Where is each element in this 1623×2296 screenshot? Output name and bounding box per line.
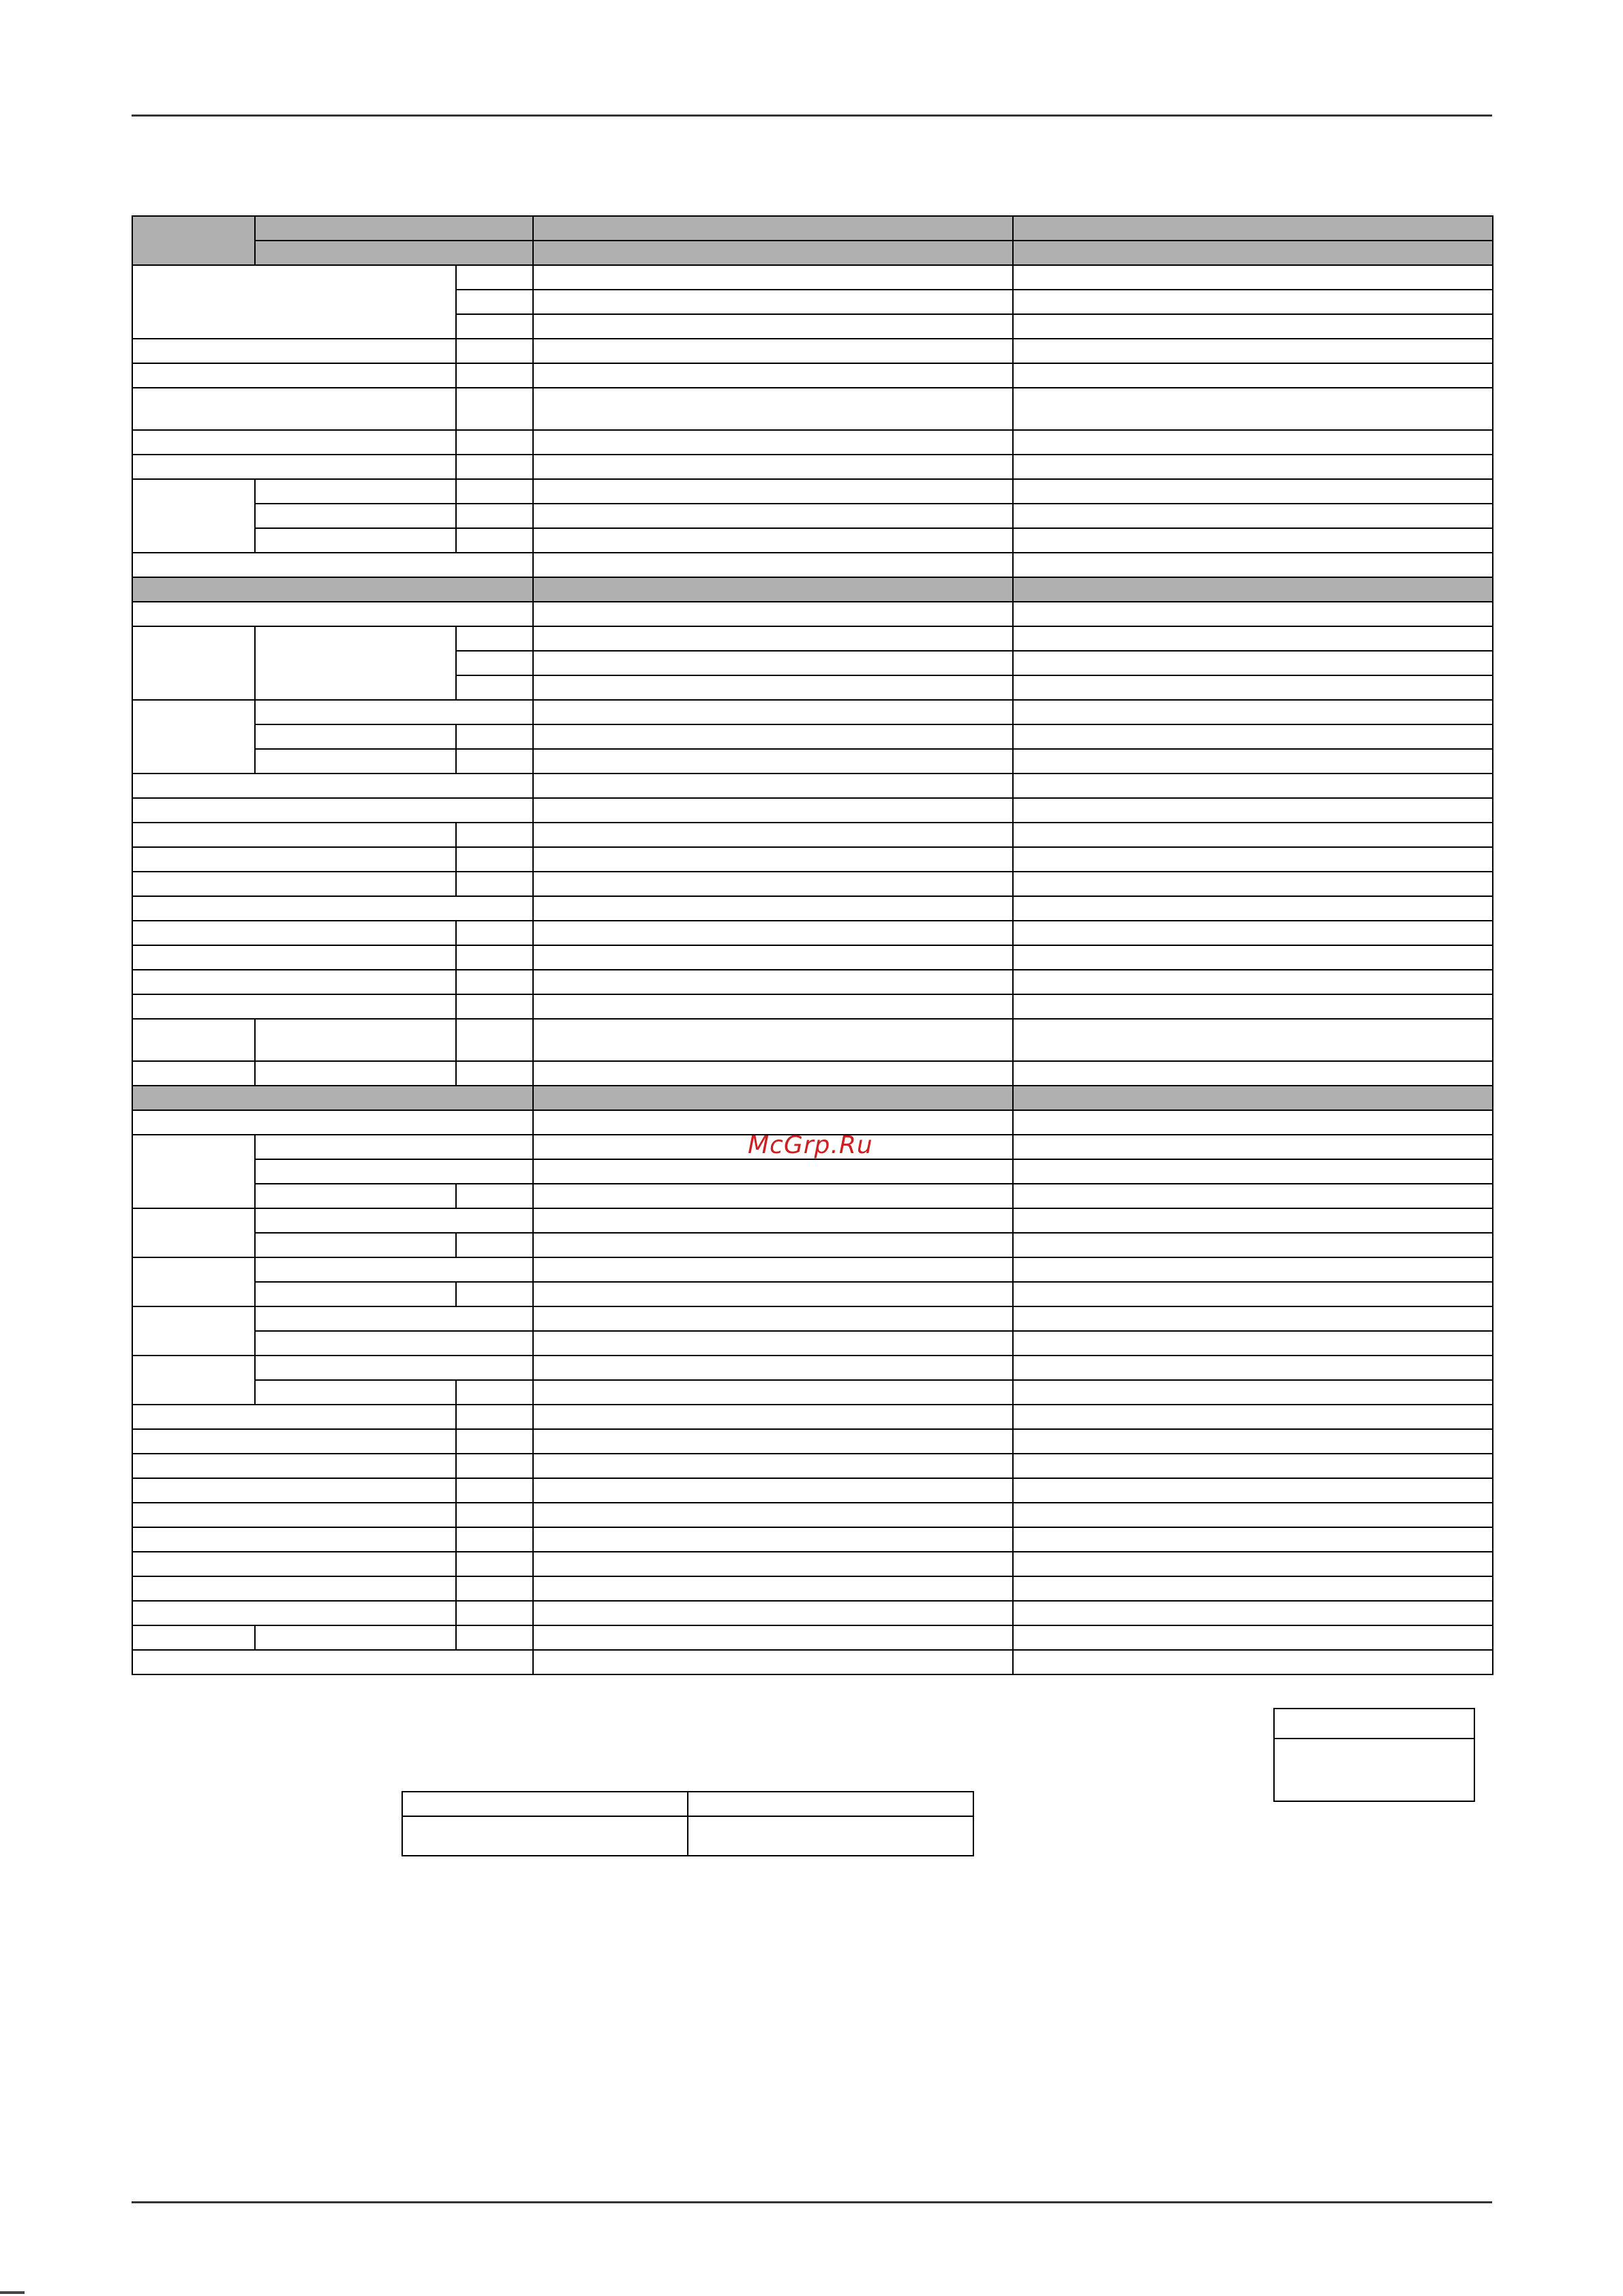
table-row — [132, 1576, 1493, 1601]
table-cell — [255, 1625, 456, 1650]
table-cell — [132, 1625, 255, 1650]
table-cell — [255, 1135, 533, 1159]
header-cell — [1013, 1086, 1493, 1110]
table-cell — [456, 363, 533, 388]
table-cell — [132, 774, 533, 798]
table-row — [132, 749, 1493, 774]
table-row — [132, 1601, 1493, 1625]
note-box-body — [1274, 1739, 1474, 1801]
table-cell — [1013, 430, 1493, 455]
table-cell — [533, 1454, 1013, 1478]
table-cell — [1013, 774, 1493, 798]
table-cell — [1013, 1135, 1493, 1159]
table-cell — [688, 1816, 973, 1856]
table-cell — [1013, 626, 1493, 651]
table-row — [132, 921, 1493, 945]
table-cell — [1013, 1429, 1493, 1454]
table-cell — [533, 339, 1013, 363]
table-cell — [456, 1527, 533, 1552]
table-cell — [1013, 1331, 1493, 1356]
table-row — [132, 1478, 1493, 1503]
table-cell — [1013, 290, 1493, 314]
table-row — [132, 1454, 1493, 1478]
table-row — [132, 1625, 1493, 1650]
table-cell — [1013, 1650, 1493, 1674]
corner-mark — [0, 2291, 25, 2294]
table-cell — [533, 504, 1013, 528]
table-cell — [132, 1552, 456, 1576]
table-cell — [132, 1527, 456, 1552]
table-cell — [456, 626, 533, 651]
header-cell — [533, 577, 1013, 602]
table-cell — [456, 823, 533, 847]
table-cell — [533, 994, 1013, 1019]
table-cell — [456, 1576, 533, 1601]
table-row — [132, 872, 1493, 896]
table-cell — [1013, 314, 1493, 339]
table-cell — [132, 823, 456, 847]
specification-table — [132, 215, 1493, 1675]
table-cell — [533, 847, 1013, 872]
table-cell — [132, 1454, 456, 1478]
table-row — [132, 1356, 1493, 1380]
table-row — [132, 1405, 1493, 1429]
table-cell — [132, 1061, 255, 1086]
table-cell — [1013, 1625, 1493, 1650]
note-box — [1273, 1708, 1475, 1802]
table-cell — [255, 1306, 533, 1331]
table-cell — [533, 1019, 1013, 1061]
header-cell — [1013, 241, 1493, 265]
table-cell — [132, 798, 533, 823]
table-cell — [1013, 1019, 1493, 1061]
table-cell — [1013, 1601, 1493, 1625]
table-row — [132, 823, 1493, 847]
table-cell — [255, 1233, 456, 1257]
table-cell — [1013, 1184, 1493, 1208]
table-row — [132, 970, 1493, 994]
table-cell — [533, 872, 1013, 896]
table-cell — [533, 455, 1013, 479]
table-cell — [1013, 896, 1493, 921]
table-cell — [456, 1184, 533, 1208]
table-cell — [255, 1159, 533, 1184]
table-row — [132, 1306, 1493, 1331]
table-cell — [132, 970, 456, 994]
table-cell — [255, 1356, 533, 1380]
table-cell — [132, 455, 456, 479]
table-cell — [1013, 1503, 1493, 1527]
table-cell — [533, 1159, 1013, 1184]
table-cell — [1013, 1208, 1493, 1233]
table-cell — [456, 504, 533, 528]
bottom-table — [401, 1791, 974, 1856]
table-cell — [132, 1405, 456, 1429]
watermark-text: McGrp.Ru — [748, 1131, 873, 1159]
table-row — [132, 626, 1493, 651]
table-cell — [132, 1257, 255, 1306]
header-cell — [533, 216, 1013, 241]
table-cell — [1013, 265, 1493, 290]
table-cell — [1013, 553, 1493, 577]
table-cell — [1013, 479, 1493, 504]
table-cell — [533, 700, 1013, 724]
table-header-row — [132, 241, 1493, 265]
table-cell — [533, 1552, 1013, 1576]
table-cell — [456, 1061, 533, 1086]
table-row — [132, 602, 1493, 626]
table-cell — [1013, 675, 1493, 700]
table-row — [132, 1552, 1493, 1576]
table-cell — [132, 339, 456, 363]
table-cell — [1013, 1282, 1493, 1306]
table-cell — [255, 1061, 456, 1086]
table-cell — [1013, 724, 1493, 749]
table-cell — [132, 1208, 255, 1257]
table-cell — [456, 1625, 533, 1650]
table-cell — [1013, 1454, 1493, 1478]
table-cell — [456, 1478, 533, 1503]
header-cell — [1013, 577, 1493, 602]
table-cell — [456, 994, 533, 1019]
table-cell — [1013, 504, 1493, 528]
table-cell — [533, 651, 1013, 675]
table-cell — [456, 749, 533, 774]
table-cell — [456, 455, 533, 479]
table-cell — [533, 479, 1013, 504]
table-cell — [132, 1576, 456, 1601]
table-cell — [456, 290, 533, 314]
table-cell — [255, 724, 456, 749]
table-cell — [533, 1650, 1013, 1674]
table-cell — [255, 1208, 533, 1233]
table-cell — [132, 479, 255, 553]
table-cell — [1013, 1061, 1493, 1086]
table-row — [132, 504, 1493, 528]
table-cell — [255, 479, 456, 504]
table-cell — [1013, 823, 1493, 847]
table-cell — [255, 700, 533, 724]
table-row — [132, 994, 1493, 1019]
table-cell — [132, 700, 255, 774]
table-cell — [1013, 847, 1493, 872]
table-cell — [456, 388, 533, 430]
table-row — [132, 847, 1493, 872]
table-cell — [1013, 994, 1493, 1019]
table-cell — [456, 724, 533, 749]
table-cell — [533, 1306, 1013, 1331]
table-cell — [1013, 1405, 1493, 1429]
table-cell — [255, 1257, 533, 1282]
table-cell — [456, 430, 533, 455]
table-cell — [132, 1429, 456, 1454]
table-cell — [533, 1331, 1013, 1356]
table-cell — [255, 528, 456, 553]
table-cell — [1013, 798, 1493, 823]
table-cell — [1013, 363, 1493, 388]
table-cell — [456, 945, 533, 970]
table-cell — [456, 528, 533, 553]
table-cell — [1013, 1159, 1493, 1184]
table-row — [132, 1282, 1493, 1306]
table-cell — [456, 872, 533, 896]
table-cell — [456, 970, 533, 994]
table-cell — [533, 1527, 1013, 1552]
table-cell — [1013, 1356, 1493, 1380]
table-cell — [533, 602, 1013, 626]
table-cell — [533, 430, 1013, 455]
table-cell — [533, 1478, 1013, 1503]
table-cell — [132, 430, 456, 455]
table-cell — [132, 1135, 255, 1208]
table-cell — [132, 1306, 255, 1356]
table-cell — [456, 1282, 533, 1306]
table-cell — [456, 1429, 533, 1454]
table-cell — [533, 823, 1013, 847]
table-cell — [1013, 455, 1493, 479]
table-cell — [533, 265, 1013, 290]
table-row — [132, 945, 1493, 970]
table-cell — [533, 1429, 1013, 1454]
table-row — [132, 265, 1493, 290]
table-row — [132, 1257, 1493, 1282]
table-row — [132, 339, 1493, 363]
table-row — [132, 1019, 1493, 1061]
table-cell — [456, 1601, 533, 1625]
table-cell — [533, 1233, 1013, 1257]
table-cell — [1013, 921, 1493, 945]
table-row — [132, 430, 1493, 455]
table-row — [132, 1527, 1493, 1552]
note-box-header — [1274, 1709, 1474, 1739]
table-cell — [132, 388, 456, 430]
table-cell — [1013, 1576, 1493, 1601]
table-cell — [456, 675, 533, 700]
table-cell — [1013, 528, 1493, 553]
table-row — [132, 1233, 1493, 1257]
table-cell — [132, 1503, 456, 1527]
table-cell — [1013, 388, 1493, 430]
table-cell — [456, 314, 533, 339]
top-rule — [132, 114, 1492, 117]
table-cell — [456, 1503, 533, 1527]
table-cell — [255, 504, 456, 528]
table-cell — [533, 553, 1013, 577]
table-cell — [533, 921, 1013, 945]
table-cell — [456, 1019, 533, 1061]
header-cell — [255, 241, 533, 265]
table-cell — [533, 774, 1013, 798]
table-cell — [456, 1552, 533, 1576]
table-cell — [533, 724, 1013, 749]
table-row — [132, 1429, 1493, 1454]
table-cell — [255, 1184, 456, 1208]
header-cell — [533, 241, 1013, 265]
table-header-row — [132, 216, 1493, 241]
table-cell — [132, 945, 456, 970]
table-cell — [533, 1184, 1013, 1208]
table-cell — [1013, 1257, 1493, 1282]
table-cell — [1013, 1233, 1493, 1257]
table-cell — [533, 675, 1013, 700]
table-cell — [132, 602, 533, 626]
table-cell — [533, 749, 1013, 774]
table-cell — [132, 265, 456, 339]
header-cell — [132, 1086, 533, 1110]
table-row — [132, 528, 1493, 553]
table-cell — [533, 1257, 1013, 1282]
table-cell — [456, 1454, 533, 1478]
table-cell — [255, 626, 456, 700]
table-cell — [533, 314, 1013, 339]
table-cell — [688, 1792, 973, 1816]
table-row — [132, 1331, 1493, 1356]
table-row — [132, 700, 1493, 724]
table-cell — [1013, 602, 1493, 626]
table-cell — [1013, 651, 1493, 675]
table-cell — [456, 479, 533, 504]
table-row — [132, 1184, 1493, 1208]
table-cell — [132, 921, 456, 945]
table-row — [132, 455, 1493, 479]
table-cell — [132, 896, 533, 921]
header-cell — [1013, 216, 1493, 241]
table-cell — [456, 1405, 533, 1429]
table-cell — [533, 1282, 1013, 1306]
table-cell — [533, 945, 1013, 970]
table-cell — [456, 339, 533, 363]
table-cell — [456, 847, 533, 872]
table-cell — [533, 388, 1013, 430]
table-cell — [132, 1478, 456, 1503]
table-row — [132, 1650, 1493, 1674]
table-cell — [1013, 970, 1493, 994]
table-cell — [533, 1061, 1013, 1086]
table-row — [132, 1159, 1493, 1184]
table-cell — [533, 626, 1013, 651]
table-row — [132, 724, 1493, 749]
table-cell — [132, 1650, 533, 1674]
table-cell — [255, 1380, 456, 1405]
table-row — [132, 774, 1493, 798]
table-cell — [132, 363, 456, 388]
table-cell — [132, 1601, 456, 1625]
table-cell — [132, 1019, 255, 1061]
table-cell — [533, 1625, 1013, 1650]
table-row — [132, 896, 1493, 921]
table-cell — [533, 1380, 1013, 1405]
table-cell — [533, 1356, 1013, 1380]
table-cell — [132, 1356, 255, 1405]
table-cell — [132, 847, 456, 872]
table-cell — [1013, 1110, 1493, 1135]
table-cell — [1013, 1306, 1493, 1331]
table-cell — [456, 921, 533, 945]
table-cell — [456, 1380, 533, 1405]
table-cell — [533, 290, 1013, 314]
table-cell — [1013, 945, 1493, 970]
header-cell — [255, 216, 533, 241]
table-cell — [533, 1503, 1013, 1527]
table-cell — [533, 1576, 1013, 1601]
table-cell — [533, 798, 1013, 823]
table-cell — [132, 553, 533, 577]
table-cell — [533, 970, 1013, 994]
table-row — [132, 1503, 1493, 1527]
table-cell — [1013, 1552, 1493, 1576]
table-cell — [1013, 339, 1493, 363]
header-cell — [132, 577, 533, 602]
bottom-rule — [132, 2201, 1492, 2203]
table-cell — [132, 872, 456, 896]
table-row — [132, 388, 1493, 430]
table-cell — [456, 651, 533, 675]
table-cell — [1013, 700, 1493, 724]
table-cell — [1013, 1478, 1493, 1503]
table-cell — [1013, 1380, 1493, 1405]
table-cell — [132, 994, 456, 1019]
header-cell — [533, 1086, 1013, 1110]
table-cell — [255, 1331, 533, 1356]
table-cell — [402, 1816, 688, 1856]
table-cell — [1013, 1527, 1493, 1552]
table-cell — [402, 1792, 688, 1816]
table-row — [132, 1380, 1493, 1405]
table-cell — [1013, 872, 1493, 896]
table-row — [132, 798, 1493, 823]
table-cell — [533, 528, 1013, 553]
table-cell — [533, 1208, 1013, 1233]
table-cell — [533, 1601, 1013, 1625]
table-cell — [255, 749, 456, 774]
table-cell — [456, 1233, 533, 1257]
table-cell — [456, 265, 533, 290]
table-cell — [132, 1110, 533, 1135]
table-cell — [255, 1019, 456, 1061]
table-row — [132, 1061, 1493, 1086]
table-row — [132, 479, 1493, 504]
table-cell — [533, 363, 1013, 388]
table-cell — [533, 1405, 1013, 1429]
table-row — [132, 363, 1493, 388]
section-header-row — [132, 577, 1493, 602]
table-cell — [533, 896, 1013, 921]
header-cell — [132, 216, 255, 265]
table-cell — [255, 1282, 456, 1306]
table-row — [132, 553, 1493, 577]
table-cell — [1013, 749, 1493, 774]
section-header-row — [132, 1086, 1493, 1110]
table-cell — [132, 626, 255, 700]
table-row — [132, 1208, 1493, 1233]
